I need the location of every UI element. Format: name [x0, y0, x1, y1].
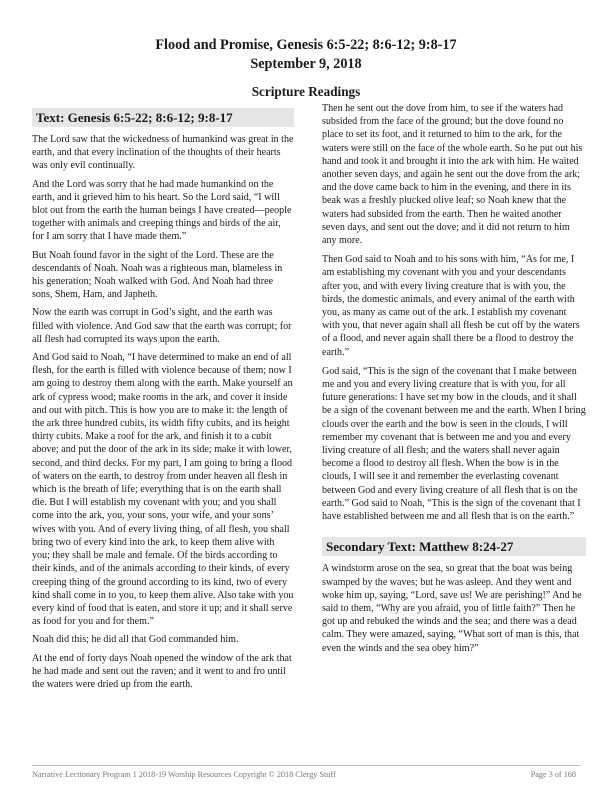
scripture-paragraph: The Lord saw that the wickedness of humankind was great in the earth, and that every inclination of the thoughts of their hearts was only evil continually. [32, 134, 294, 172]
scripture-paragraph: But Noah found favor in the sight of the Lord. These are the descendants of Noah. Noah was a righteous man, blameless in his generation; Noah walked with God. And Noah had three sons, Shem, Ham, and Japheth. [32, 249, 283, 301]
scripture-paragraph: Then God said to Noah and to his sons with him, “As for me, I am establishing my covenant with you and your descendants after you, and with every living creature that is with you, the birds, the domestic animals, and every animal of the earth with you, as many as came out of the ark. I establish my covenant with you, that never again shall all flesh be cut off by the waters of a flood, and never again shall there be a flood to destroy the earth.” [322, 254, 580, 358]
scripture-paragraph: And God said to Noah, “I have determined to make an end of all flesh, for the earth is filled with violence because of them; now I am going to destroy them along with the earth. Make yourself an ark of cypress wood; make rooms in the ark, and cover it inside and out with pitch. This is how you are to make it: the length of the ark three hundred cubits, its width fifty cubits, and its height thirty cubits. Make a roof for the ark, and finish it to a cubit above; and put the door of the ark in its side; make it with lower, second, and third decks. For my part, I am going to bring a flood of waters on the earth, to destroy from under heaven all flesh in which is the breath of life; everything that is on the earth shall die. But I will establish my covenant with you; and you shall come into the ark, you, your sons, your wife, and your sons’ wives with you. And of every living thing, of all flesh, you shall bring two of every kind into the ark, to keep them alive with you; they shall be male and female. Of the birds according to their kinds, and of the animals according to their kinds, of every creeping thing of the ground according to its kind, two of every kind shall come in to you, to keep them alive. Also take with you every kind of food that is eaten, and store it up; and it shall serve as food for you and for them.” [32, 352, 294, 628]
page-date: September 9, 2018 [250, 56, 362, 72]
footer-page-number: Page 3 of 168 [530, 770, 576, 779]
right-column [322, 102, 586, 661]
page-footer [32, 765, 580, 781]
scripture-paragraph: At the end of forty days Noah opened the window of the ark that he had made and sent out the raven; and it went to and fro until the waters were dried up from the earth. [32, 652, 292, 690]
scripture-paragraph: Noah did this; he did all that God commanded him. [32, 634, 239, 646]
text-heading: Text: Genesis 6:5-22; 8:6-12; 9:8-17 [32, 108, 294, 127]
secondary-text-heading: Secondary Text: Matthew 8:24-27 [322, 537, 586, 556]
footer-copyright: Narrative Lectionary Program 1 2018-19 Worship Resources Copyright © 2018 Clergy Stuff [32, 770, 336, 779]
scripture-paragraph: God said, “This is the sign of the covenant that I make between me and you and every living creature that is with you, for all future generations: I have set my bow in the clouds, and it shall be a sign of the covenant between me and the earth. When I bring clouds over the earth and the bow is seen in the clouds, I will remember my covenant that is between me and you and every living creature of all flesh; and the waters shall never again become a flood to destroy all flesh. When the bow is in the clouds, I will see it and remember the everlasting covenant between God and every living creature of all flesh that is on the earth.” God said to Noah, “This is the sign of the covenant that I have established between me and all flesh that is on the earth.” [322, 365, 586, 523]
page-subtitle: Scripture Readings [251, 84, 361, 99]
page-title: Flood and Promise, Genesis 6:5-22; 8:6-12; 9:8-17 [155, 37, 457, 53]
scripture-paragraph: Then he sent out the dove from him, to see if the waters had subsided from the face of the ground; but the dove found no place to set its foot, and it returned to him to the ark, for the waters were still on the face of the whole earth. So he put out his hand and took it and brought it into the ark with him. He waited another seven days, and again he sent out the dove from the ark; and the dove came back to him in the evening, and there in its beak was a freshly plucked olive leaf; so Noah knew that the waters had subsided from the earth. Then he waited another seven days, and sent out the dove; and it did not return to him any more. [322, 103, 583, 247]
left-column [32, 108, 294, 696]
page-header [0, 36, 612, 101]
scripture-paragraph: Now the earth was corrupt in God’s sight, and the earth was filled with violence. And God saw that the earth was corrupt; for all flesh had corrupted its ways upon the earth. [32, 307, 292, 345]
secondary-paragraph: A windstorm arose on the sea, so great that the boat was being swamped by the waves; but he was asleep. And they went and woke him up, saying, “Lord, save us! We are perishing!” And he said to them, “Why are you afraid, you of little faith?” Then he got up and rebuked the winds and the sea; and there was a dead calm. They were amazed, saying, “What sort of man is this, that even the winds and the sea obey him?” [322, 563, 582, 654]
scripture-paragraph: And the Lord was sorry that he had made humankind on the earth, and it grieved him to his heart. So the Lord said, “I will blot out from the earth the human beings I have created—people together with animals and creeping things and birds of the air, for I am sorry that I have made them.” [32, 178, 292, 243]
